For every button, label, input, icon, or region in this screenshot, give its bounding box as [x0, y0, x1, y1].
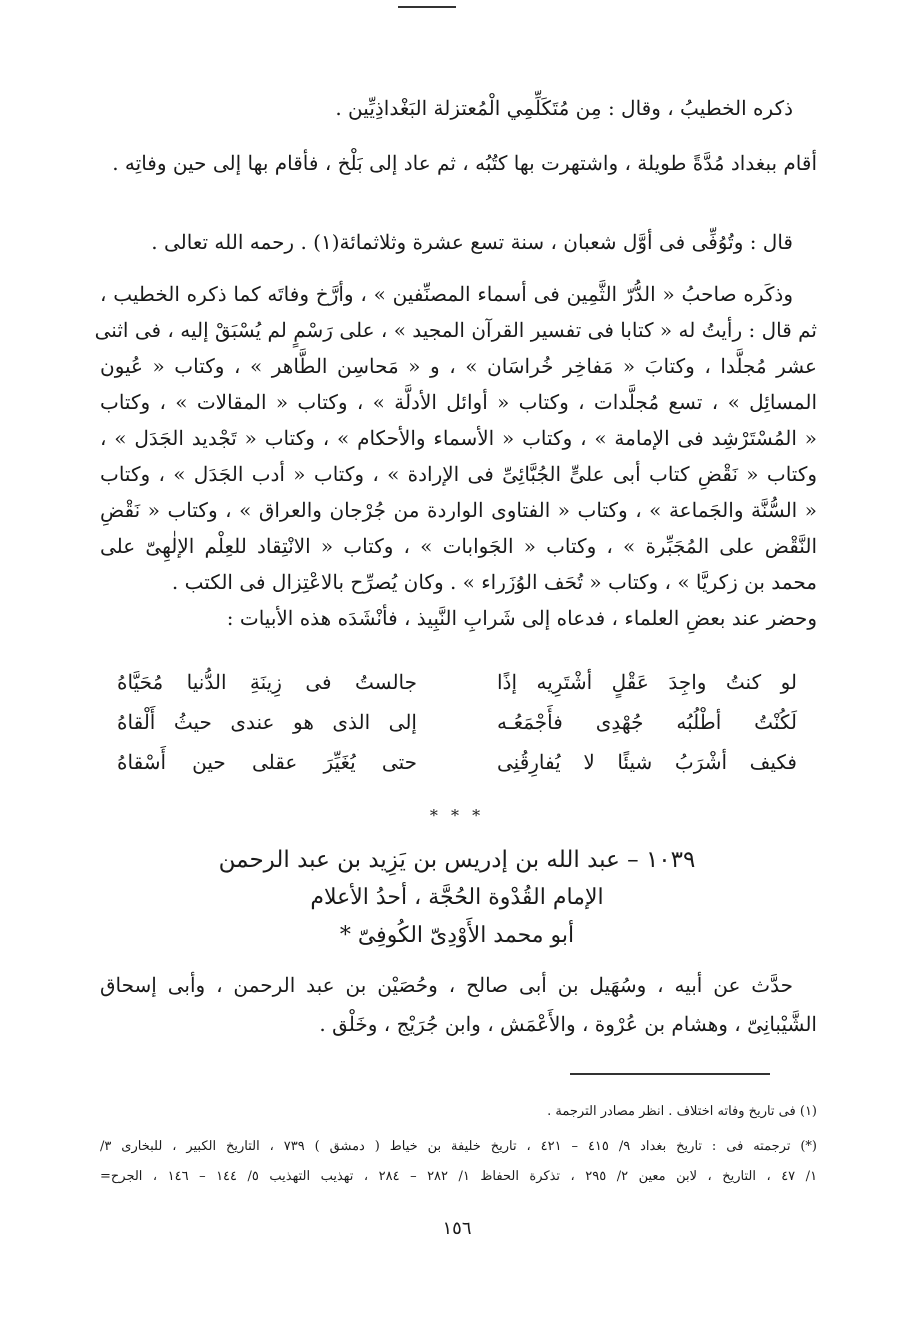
paragraph-4-line: ثم قال : رأيتُ له « كتابا فى تفسير القرآن المجيد » ، على رَسْمٍ لم يُسْبَقْ إليه ، فى اثنى — [94, 318, 817, 342]
paragraph-4-line: المسائِل » ، تسع مُجلَّدات ، وكتاب « أوائل الأدلَّة » ، وكتاب « المقالات » ، وكتاب — [100, 390, 817, 414]
footnote-1: (١) فى تاريخ وفاته اختلاف . انظر مصادر الترجمة . — [547, 1104, 817, 1119]
paragraph-4-line: « المُسْتَرْشِد فى الإمامة » ، وكتاب « الأسماء والأحكام » ، وكتاب « تَجْديد الجَدَل » ، — [100, 426, 817, 450]
entry-subtitle: الإمام القُدْوة الحُجَّة ، أحدُ الأعلام — [310, 885, 604, 910]
verse-hemistich-right: لَكُنْتُ أطْلُبُه جُهْدِى فأَجْمَعُـه — [497, 710, 797, 734]
page-number: ١٥٦ — [442, 1218, 472, 1239]
paragraph-4-line: النَّقْض على المُجَبِّرة » ، وكتاب « الجَوابات » ، وكتاب « الانْتِقاد للعِلْم الإلٰهِىّ على — [100, 534, 817, 558]
footnote-2-line: (*) ترجمته فى : تاريخ بغداد ٩/ ٤١٥ – ٤٢١ ، تاريخ خليفة بن خياط ( دمشق ) ٧٣٩ ، التاريخ الكبير ، للبخارى ٣/ — [100, 1139, 817, 1154]
verse-hemistich-right: لو كنتُ واجِدَ عَقْلٍ أشْتَرِيه إذًا — [497, 670, 797, 694]
paragraph-5: وحضر عند بعضِ العلماء ، فدعاه إلى شَرابِ النَّبِيذ ، فأنْشَدَه هذه الأبيات : — [226, 606, 817, 630]
paragraph-4-line: « السُّنَّة والجَماعة » ، وكتاب « الفتاوى الواردة من جُرْجان والعراق » ، وكتاب « نَقْضِ — [100, 498, 817, 522]
verse-hemistich-right: فكيف أشْرَبُ شيئًا لا يُفارِقُنِى — [497, 750, 797, 774]
entry-text-line: حدَّث عن أبيه ، وسُهَيل بن أبى صالح ، وحُصَيْن بن عبد الرحمن ، وأبى إسحاق — [100, 973, 793, 997]
verse-hemistich-left: حتى يُغَيِّرَ عقلى حين أَسْقاهُ — [117, 750, 417, 774]
verse-hemistich-left: إلى الذى هو عندى حيثُ أَلْقاهُ — [117, 710, 417, 734]
paragraph-2: أقام ببغداد مُدَّةً طويلة ، واشتهرت بها كتُبُه ، ثم عاد إلى بَلْخ ، فأقام بها إلى حين وفاتِه . — [112, 151, 817, 175]
entry-kunya: أبو محمد الأَوْدِىّ الكُوفِىّ * — [339, 923, 575, 948]
entry-text-line: الشَّيْبانِىّ ، وهشام بن عُرْوة ، والأَعْمَش ، وابن جُرَيْج ، وخَلْق . — [319, 1012, 817, 1036]
entry-title: ١٠٣٩ – عبد الله بن إدريس بن يَزِيد بن عبد الرحمن — [218, 847, 696, 873]
verse-hemistich-left: جالستُ فى زِينَةِ الدُّنيا مُحَيَّاهُ — [117, 670, 417, 694]
top-rule — [398, 6, 456, 8]
paragraph-4-line: محمد بن زكريَّا » ، وكتاب « تُحَف الوُزَراء » . وكان يُصرِّح بالاعْتِزال فى الكتب . — [171, 570, 817, 594]
footnote-2-line: ١/ ٤٧ ، التاريخ ، لابن معين ٢/ ٢٩٥ ، تذكرة الحفاظ ١/ ٢٨٢ – ٢٨٤ ، تهذيب التهذيب ٥/ ١٤٤ – ١٤٦ ، الجرح= — [100, 1169, 818, 1184]
paragraph-3: قال : وتُوُفِّى فى أوَّل شعبان ، سنة تسع عشرة وثلاثمائة(١) . رحمه الله تعالى . — [151, 230, 793, 254]
paragraph-1: ذكره الخطيبُ ، وقال : مِن مُتَكَلِّمِي الْمُعتزلة البَغْداذِيِّين . — [335, 96, 793, 120]
section-divider-stars: * * * — [429, 806, 485, 825]
paragraph-4-line: وذكَره صاحبُ « الدُّرّ الثَّمِين فى أسماء المصنِّفين » ، وأرَّخ وفاتَه كما ذكره الخطيب ، — [100, 282, 793, 306]
paragraph-4-line: عشر مُجلَّدا ، وكتابَ « مَفاخِر خُراسَان » ، و « مَحاسِن الطَّاهر » ، وكتاب « عُيون — [100, 354, 817, 378]
paragraph-4-line: وكتاب « نَقْضِ كتاب أبى علىٍّ الجُبَّائِىِّ فى الإرادة » ، وكتاب « أدب الجَدَل » ، وكتاب — [100, 462, 817, 486]
footnote-separator — [570, 1073, 770, 1075]
